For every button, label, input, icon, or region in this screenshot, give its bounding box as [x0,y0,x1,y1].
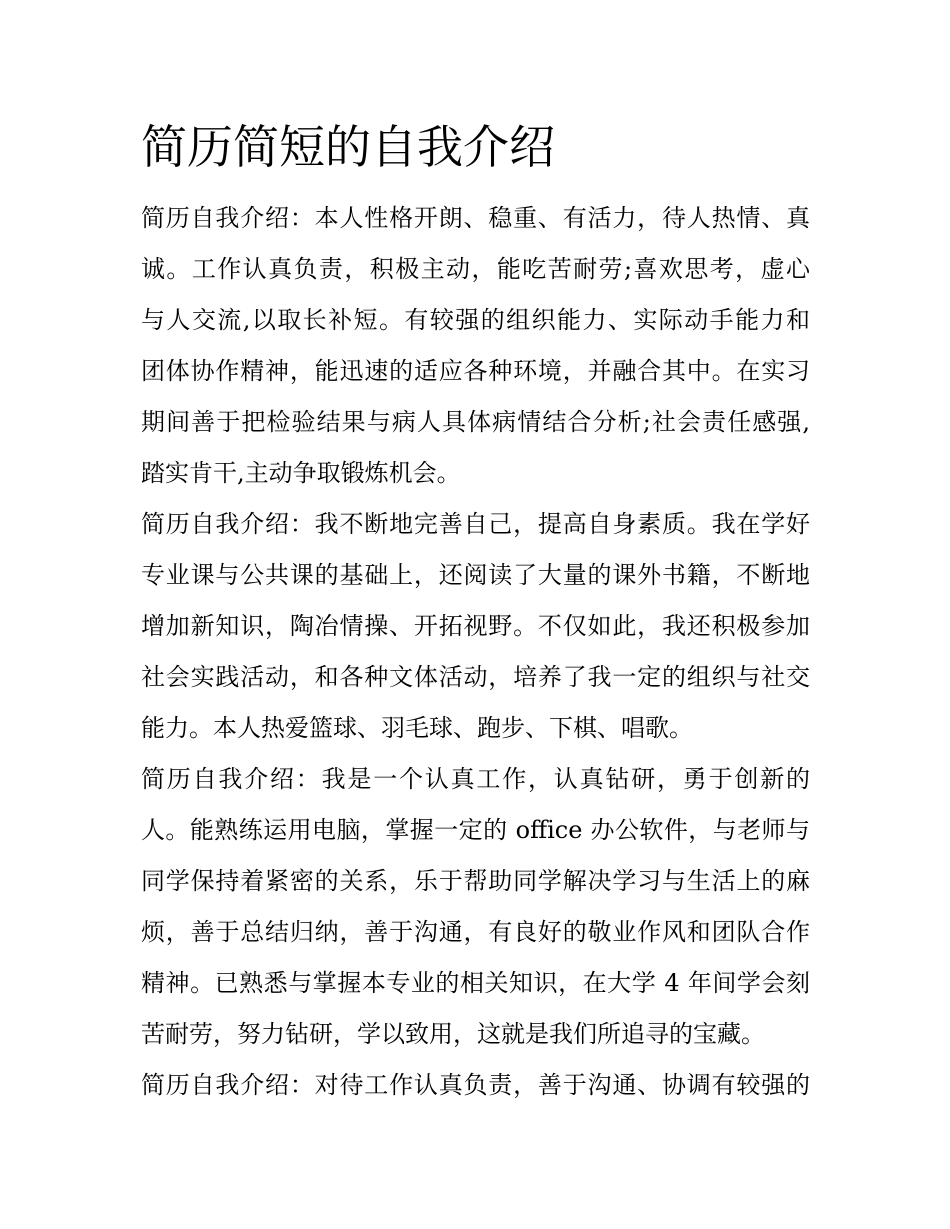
paragraph-line: 踏实肯干,主动争取锻炼机会。 [141,459,461,487]
paragraph-line: 简历自我介绍：我不断地完善自己，提高自身素质。我在学好 [141,510,810,538]
paragraph-line: 专业课与公共课的基础上，还阅读了大量的课外书籍，不断地 [141,561,810,589]
paragraph-line: 增加新知识，陶冶情操、开拓视野。不仅如此，我还积极参加 [141,612,810,640]
paragraph-line: 期间善于把检验结果与病人具体病情结合分析;社会责任感强, [141,408,810,436]
paragraph-line: 社会实践活动，和各种文体活动，培养了我一定的组织与社交 [141,663,810,691]
paragraph-line: 简历自我介绍：我是一个认真工作，认真钻研，勇于创新的 [141,765,810,793]
paragraph-line: 团体协作精神，能迅速的适应各种环境，并融合其中。在实习 [141,357,810,385]
document-title: 简历简短的自我介绍 [141,120,555,174]
paragraph-line: 与人交流,以取长补短。有较强的组织能力、实际动手能力和 [141,306,810,334]
paragraph-line: 能力。本人热爱篮球、羽毛球、跑步、下棋、唱歌。 [141,714,693,742]
paragraph-line: 同学保持着紧密的关系，乐于帮助同学解决学习与生活上的麻 [141,867,810,895]
paragraph-line: 简历自我介绍：本人性格开朗、稳重、有活力，待人热情、真 [141,204,810,232]
paragraph-line: 人。能熟练运用电脑，掌握一定的 office 办公软件，与老师与 [141,816,810,844]
paragraph-line: 简历自我介绍：对待工作认真负责，善于沟通、协调有较强的 [141,1071,810,1099]
paragraph-line: 烦，善于总结归纳，善于沟通，有良好的敬业作风和团队合作 [141,918,810,946]
paragraph-line: 诚。工作认真负责，积极主动，能吃苦耐劳;喜欢思考，虚心 [141,255,810,283]
paragraph-line: 精神。已熟悉与掌握本专业的相关知识，在大学 4 年间学会刻 [141,969,810,997]
paragraph-line: 苦耐劳，努力钻研，学以致用，这就是我们所追寻的宝藏。 [141,1020,765,1048]
